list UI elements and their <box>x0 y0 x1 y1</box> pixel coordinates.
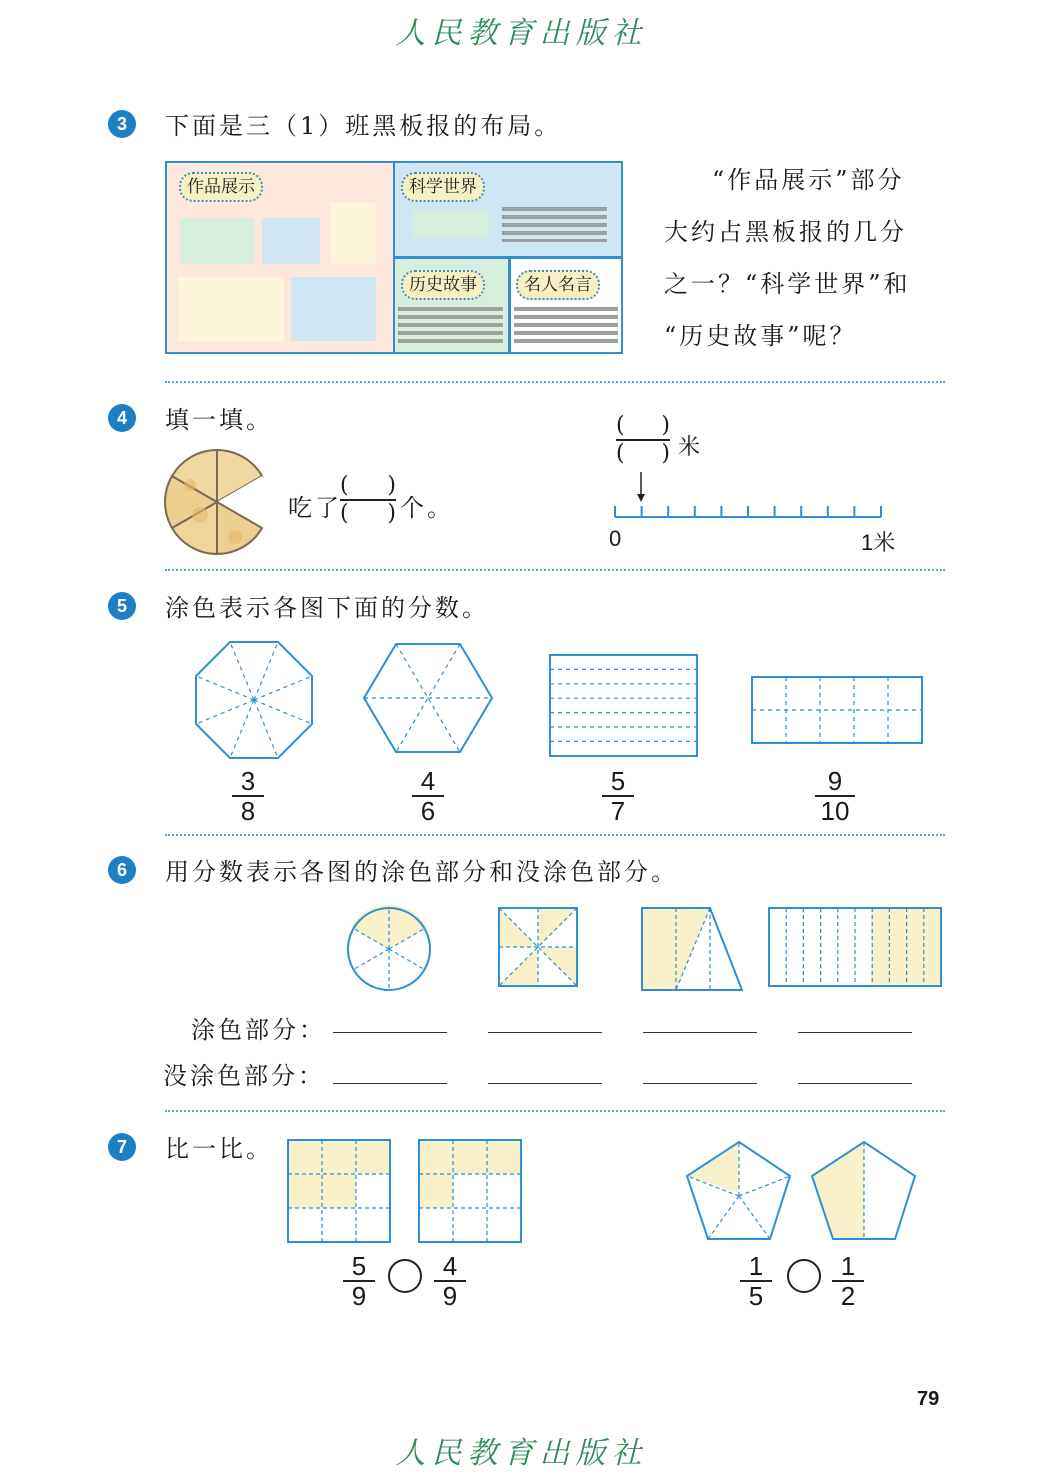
fraction-4-6 <box>412 768 444 824</box>
grid-rectangle-shape[interactable] <box>750 675 926 747</box>
question-number-5: 5 <box>108 592 136 620</box>
paren-open: ( <box>616 441 625 466</box>
fraction-3-8 <box>232 768 264 824</box>
works-block <box>178 277 284 341</box>
paren-close: ) <box>387 501 396 526</box>
numerator: 3 <box>240 766 256 796</box>
compare-circle-blank[interactable] <box>787 1259 821 1293</box>
denominator: 6 <box>420 796 436 826</box>
ate-suffix: 个。 <box>400 494 454 522</box>
grid-5-of-9-shape <box>286 1138 392 1244</box>
unshaded-part-label: 没涂色部分： <box>163 1062 325 1090</box>
pancake-image <box>160 445 275 560</box>
fraction-1-2 <box>832 1253 864 1309</box>
works-block <box>262 218 320 264</box>
answer-blank[interactable] <box>798 1032 912 1033</box>
numerator: 4 <box>420 766 436 796</box>
ate-fraction-blank[interactable] <box>340 473 396 527</box>
answer-blank[interactable] <box>333 1083 447 1084</box>
denominator: 10 <box>820 796 850 826</box>
fraction-4-9 <box>434 1253 466 1309</box>
ruler-fraction-blank[interactable] <box>616 413 670 467</box>
ruler-start-label: 0 <box>609 526 622 551</box>
answer-blank[interactable] <box>643 1083 757 1084</box>
ate-prefix: 吃了 <box>288 494 342 522</box>
denominator: 7 <box>610 796 626 826</box>
paren-open: ( <box>340 501 349 526</box>
text-lines <box>398 307 503 343</box>
works-block <box>330 202 376 264</box>
numerator: 5 <box>351 1251 367 1281</box>
answer-blank[interactable] <box>488 1083 602 1084</box>
question-3-title: 下面是三（1）班黑板报的布局。 <box>165 112 562 140</box>
unit-label: 米 <box>678 435 701 460</box>
publisher-header: 人民教育出版社 <box>395 16 648 51</box>
shaded-circle-shape <box>346 906 434 994</box>
ruler <box>605 470 895 530</box>
question-number-7: 7 <box>108 1133 136 1161</box>
paren-close: ) <box>661 441 670 466</box>
question-5-title: 涂色表示各图下面的分数。 <box>165 594 489 622</box>
fraction-1-5 <box>740 1253 772 1309</box>
question-3-line-2: 大约占黑板报的几分 <box>664 218 907 246</box>
label-history: 历史故事 <box>401 270 485 300</box>
fraction-5-7 <box>602 768 634 824</box>
ruler-end-label: 1米 <box>861 530 896 555</box>
question-number-6: 6 <box>108 856 136 884</box>
question-3-line-3: 之一？“科学世界”和 <box>664 270 911 298</box>
paren-open: ( <box>616 413 625 438</box>
question-number-4: 4 <box>108 404 136 432</box>
denominator: 9 <box>442 1281 458 1311</box>
paren-close: ) <box>387 473 396 498</box>
answer-blank[interactable] <box>643 1032 757 1033</box>
question-3-line-1: “作品展示”部分 <box>712 166 905 194</box>
label-quotes: 名人名言 <box>516 270 600 300</box>
label-science: 科学世界 <box>401 172 485 202</box>
page-number: 79 <box>917 1388 940 1410</box>
shaded-part-label: 涂色部分： <box>191 1016 326 1044</box>
striped-rectangle-shape[interactable] <box>548 653 700 759</box>
works-block <box>180 218 254 264</box>
question-6-title: 用分数表示各图的涂色部分和没涂色部分。 <box>165 858 678 886</box>
denominator: 9 <box>351 1281 367 1311</box>
question-number-3: 3 <box>108 110 136 138</box>
text-lines <box>502 207 607 242</box>
answer-blank[interactable] <box>333 1032 447 1033</box>
question-3-line-4: “历史故事”呢？ <box>664 322 857 350</box>
grid-4-of-9-shape <box>417 1138 523 1244</box>
compare-circle-blank[interactable] <box>388 1259 422 1293</box>
fraction-9-10 <box>815 768 855 824</box>
section-divider <box>165 1110 945 1112</box>
answer-blank[interactable] <box>488 1032 602 1033</box>
question-7-title: 比一比。 <box>165 1135 273 1163</box>
question-4-title: 填一填。 <box>165 406 273 434</box>
shaded-trapezoid-shape <box>640 906 746 994</box>
numerator: 1 <box>840 1251 856 1281</box>
numerator: 1 <box>748 1251 764 1281</box>
works-block <box>291 277 376 341</box>
numerator: 4 <box>442 1251 458 1281</box>
label-works: 作品展示 <box>179 172 263 202</box>
paren-close: ) <box>661 413 670 438</box>
shaded-square-shape <box>497 906 581 990</box>
pentagon-1-of-5-shape <box>684 1138 794 1244</box>
octagon-shape[interactable] <box>190 636 320 760</box>
denominator: 5 <box>748 1281 764 1311</box>
shaded-stripes-shape <box>767 906 945 990</box>
numerator: 5 <box>610 766 626 796</box>
section-divider <box>165 834 945 836</box>
text-lines <box>514 307 618 343</box>
pentagon-1-of-2-shape <box>809 1138 919 1244</box>
denominator: 8 <box>240 796 256 826</box>
fraction-5-9 <box>343 1253 375 1309</box>
answer-blank[interactable] <box>798 1083 912 1084</box>
paren-open: ( <box>340 473 349 498</box>
science-block <box>413 210 489 238</box>
section-divider <box>165 569 945 571</box>
section-divider <box>165 381 945 383</box>
hexagon-shape[interactable] <box>360 640 496 758</box>
numerator: 9 <box>827 766 843 796</box>
denominator: 2 <box>840 1281 856 1311</box>
publisher-footer: 人民教育出版社 <box>395 1436 648 1471</box>
